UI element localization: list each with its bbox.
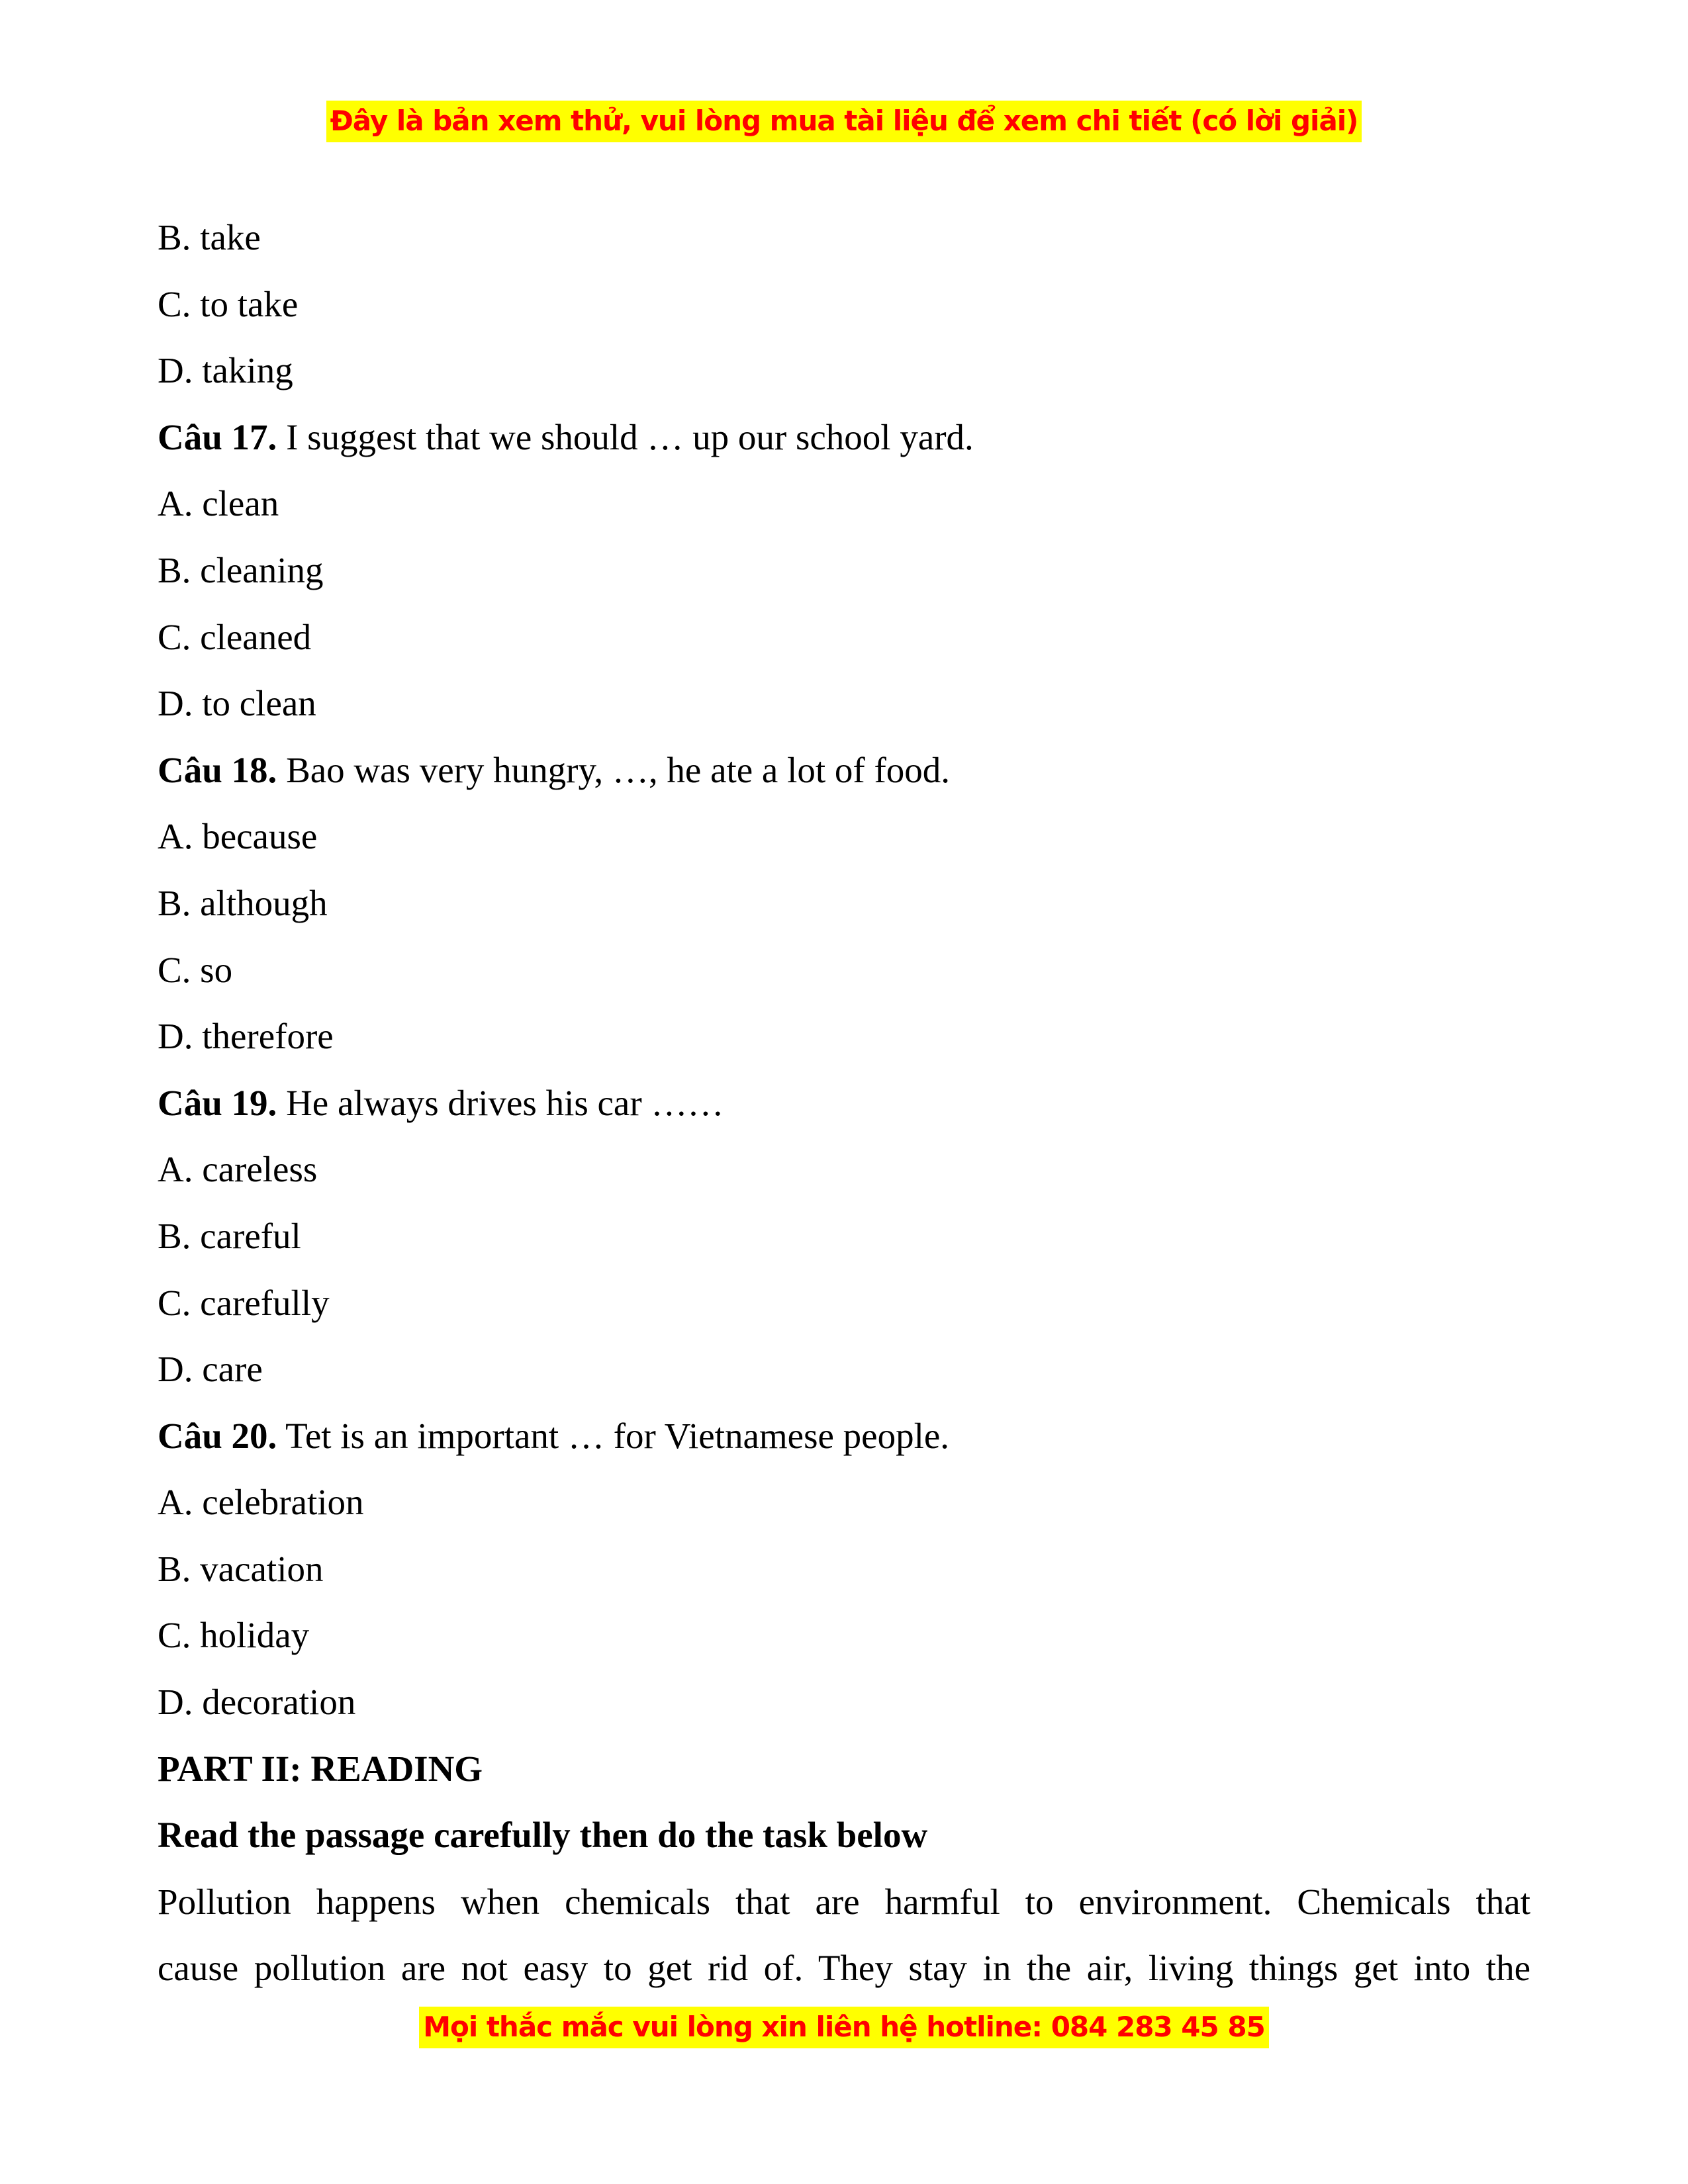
question-20-label: Câu 20. — [158, 1415, 277, 1456]
document-body — [158, 213, 1530, 2011]
question-19-option-c: C. carefully — [158, 1282, 330, 1323]
question-18-label: Câu 18. — [158, 749, 277, 790]
question-18-text: Bao was very hungry, …, he ate a lot of food. — [277, 749, 951, 790]
option-prev-d: D. taking — [158, 350, 293, 391]
question-17-option-d: D. to clean — [158, 683, 316, 724]
question-17-option-c: C. cleaned — [158, 616, 312, 657]
question-20-option-d: D. decoration — [158, 1682, 356, 1723]
question-18-option-c: C. so — [158, 949, 233, 990]
question-20-option-b: B. vacation — [158, 1548, 324, 1589]
question-17-option-a: A. clean — [158, 483, 279, 524]
preview-notice-text: Đây là bản xem thử, vui lòng mua tài liệu để xem chi tiết (có lời giải) — [326, 101, 1362, 142]
question-19-option-a: A. careless — [158, 1149, 318, 1190]
reading-instruction: Read the passage carefully then do the task below — [158, 1815, 928, 1856]
question-20-option-a: A. celebration — [158, 1482, 364, 1523]
question-17-option-b: B. cleaning — [158, 549, 324, 590]
question-20-option-c: C. holiday — [158, 1615, 310, 1656]
question-19-option-b: B. careful — [158, 1215, 301, 1256]
question-17-text: I suggest that we should … up our school yard. — [277, 416, 974, 457]
passage-line-2: cause pollution are not easy to get rid of. They stay in the air, living things get into the — [158, 1948, 1530, 1989]
question-18-option-d: D. therefore — [158, 1016, 334, 1057]
question-17 — [158, 413, 1530, 480]
question-18 — [158, 746, 1530, 813]
passage-line-1: Pollution happens when chemicals that are harmful to environment. Chemicals that — [158, 1881, 1530, 1922]
option-prev-c: C. to take — [158, 283, 299, 324]
question-20-text: Tet is an important … for Vietnamese people. — [277, 1415, 950, 1456]
question-18-option-a: A. because — [158, 816, 318, 857]
question-19-text: He always drives his car …… — [277, 1082, 724, 1123]
preview-notice-banner — [0, 107, 1688, 135]
hotline-notice-text: Mọi thắc mắc vui lòng xin liên hệ hotline: 084 283 45 85 — [419, 2007, 1269, 2048]
question-20 — [158, 1412, 1530, 1479]
question-19-option-d: D. care — [158, 1349, 263, 1390]
part-2-title: PART II: READING — [158, 1748, 483, 1789]
question-17-label: Câu 17. — [158, 416, 277, 457]
question-18-option-b: B. although — [158, 882, 328, 923]
question-19 — [158, 1079, 1530, 1146]
question-19-label: Câu 19. — [158, 1082, 277, 1123]
hotline-notice-banner — [0, 2013, 1688, 2041]
option-prev-b: B. take — [158, 217, 261, 257]
